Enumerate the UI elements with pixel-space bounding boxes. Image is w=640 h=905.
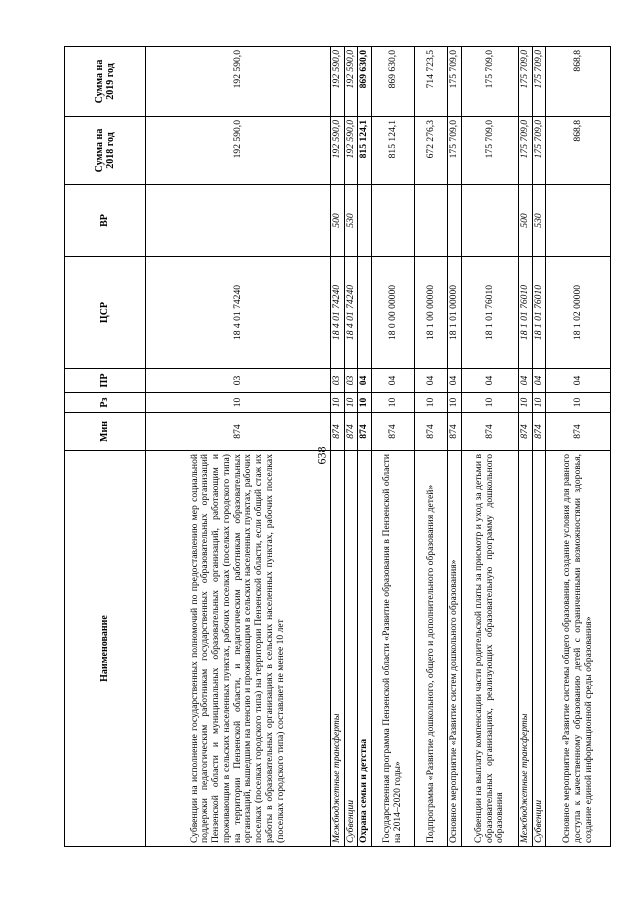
cell-csr: 18 4 01 74240 — [331, 257, 345, 369]
cell-sum-2018: 175 709,0 — [461, 117, 518, 185]
cell-pr: 04 — [358, 369, 372, 393]
cell-csr: 18 1 01 76010 — [532, 257, 546, 369]
table-row — [372, 47, 415, 847]
cell-min: 874 — [518, 413, 532, 451]
cell-sum-2018: 192 590,0 — [331, 117, 345, 185]
table-row — [532, 47, 546, 847]
cell-name: Субвенции на исполнение государственных полномочий по предоставлению мер социальной поддержки педагогическим работникам государственных образовательных организаций Пензенской области и муниципальных образовательных организаций, работающим и проживающим в сельских населенных пунктах, рабочих поселках (поселках городского типа) на территории Пензенской области, и педагогическим работникам образовательных организаций, вышедшим на пенсию и проживающим в сельских населенных пунктах, рабочих поселках (поселках городского типа) на территории Пензенской области, если общий стаж их работы в образовательных организациях в сельских населенных пунктах, рабочих поселках (поселках городского типа) составляет не менее 10 лет — [146, 451, 331, 847]
cell-name: Основное мероприятие «Развитие систем дошкольного образования» — [448, 451, 462, 847]
cell-pr: 04 — [372, 369, 415, 393]
cell-rz: 10 — [372, 393, 415, 413]
cell-sum-2018: 815 124,1 — [372, 117, 415, 185]
cell-vr: 530 — [344, 185, 358, 257]
cell-min: 874 — [532, 413, 546, 451]
cell-csr: 18 4 01 74240 — [146, 257, 331, 369]
cell-rz: 10 — [532, 393, 546, 413]
header-pr: ПР — [65, 369, 146, 393]
table-row — [331, 47, 345, 847]
cell-vr — [461, 185, 518, 257]
cell-pr: 04 — [415, 369, 448, 393]
header-rz: Рз — [65, 393, 146, 413]
cell-csr: 18 1 01 76010 — [518, 257, 532, 369]
cell-vr — [448, 185, 462, 257]
table-header-row — [65, 47, 146, 847]
cell-rz: 10 — [331, 393, 345, 413]
cell-min: 874 — [358, 413, 372, 451]
table-row — [448, 47, 462, 847]
cell-csr: 18 1 01 76010 — [461, 257, 518, 369]
cell-sum-2019: 868,8 — [546, 47, 611, 117]
cell-rz: 10 — [518, 393, 532, 413]
cell-sum-2019: 869 630,0 — [358, 47, 372, 117]
cell-vr: 500 — [331, 185, 345, 257]
cell-rz: 10 — [358, 393, 372, 413]
cell-vr — [358, 185, 372, 257]
cell-min: 874 — [146, 413, 331, 451]
header-min: Мин — [65, 413, 146, 451]
cell-min: 874 — [448, 413, 462, 451]
budget-table — [64, 46, 611, 847]
cell-pr: 04 — [532, 369, 546, 393]
cell-sum-2018: 672 276,3 — [415, 117, 448, 185]
cell-sum-2019: 869 630,0 — [372, 47, 415, 117]
cell-sum-2018: 175 709,0 — [518, 117, 532, 185]
cell-rz: 10 — [415, 393, 448, 413]
cell-pr: 04 — [448, 369, 462, 393]
cell-csr — [358, 257, 372, 369]
table-row — [146, 47, 331, 847]
header-vr: ВР — [65, 185, 146, 257]
table-row — [461, 47, 518, 847]
cell-sum-2018: 175 709,0 — [448, 117, 462, 185]
cell-sum-2018: 192 590,0 — [146, 117, 331, 185]
cell-min: 874 — [372, 413, 415, 451]
page-number: 638 — [314, 446, 329, 465]
header-sum-2018: Сумма на 2018 год — [65, 117, 146, 185]
cell-pr: 04 — [461, 369, 518, 393]
header-csr: ЦСР — [65, 257, 146, 369]
cell-min: 874 — [415, 413, 448, 451]
cell-csr: 18 1 01 00000 — [448, 257, 462, 369]
cell-rz: 10 — [344, 393, 358, 413]
table-row — [358, 47, 372, 847]
cell-sum-2019: 714 723,5 — [415, 47, 448, 117]
cell-rz: 10 — [146, 393, 331, 413]
cell-csr: 18 0 00 00000 — [372, 257, 415, 369]
cell-min: 874 — [546, 413, 611, 451]
cell-rz: 10 — [461, 393, 518, 413]
cell-vr — [546, 185, 611, 257]
cell-vr — [372, 185, 415, 257]
cell-vr: 500 — [518, 185, 532, 257]
cell-sum-2018: 815 124,1 — [358, 117, 372, 185]
cell-min: 874 — [344, 413, 358, 451]
cell-name: Подпрограмма «Развитие дошкольного, общего и дополнительного образования детей» — [415, 451, 448, 847]
cell-min: 874 — [331, 413, 345, 451]
cell-pr: 03 — [344, 369, 358, 393]
cell-sum-2018: 175 709,0 — [532, 117, 546, 185]
cell-vr — [146, 185, 331, 257]
cell-rz: 10 — [546, 393, 611, 413]
cell-pr: 04 — [518, 369, 532, 393]
cell-min: 874 — [461, 413, 518, 451]
cell-csr: 18 1 00 00000 — [415, 257, 448, 369]
table-row — [546, 47, 611, 847]
table-row — [415, 47, 448, 847]
cell-name: Субвенции на выплату компенсации части родительской платы за присмотр и уход за детьми в образовательных организациях, реализующих образовательную программу дошкольного образования — [461, 451, 518, 847]
table-row — [518, 47, 532, 847]
cell-name: Охрана семьи и детства — [358, 451, 372, 847]
cell-name: Основное мероприятие «Развитие системы общего образования, создание условия для равного доступа к качественному образованию детей с ограниченными возможностями здоровья, создание единой информационной среды образования» — [546, 451, 611, 847]
cell-sum-2018: 868,8 — [546, 117, 611, 185]
cell-sum-2019: 175 709,0 — [461, 47, 518, 117]
header-sum-2019: Сумма на 2019 год — [65, 47, 146, 117]
cell-name: Межбюджетные трансферты — [331, 451, 345, 847]
cell-sum-2019: 192 590,0 — [344, 47, 358, 117]
cell-csr: 18 1 02 00000 — [546, 257, 611, 369]
cell-pr: 03 — [331, 369, 345, 393]
cell-pr: 04 — [546, 369, 611, 393]
cell-name: Межбюджетные трансферты — [518, 451, 532, 847]
cell-sum-2019: 192 590,0 — [331, 47, 345, 117]
cell-sum-2019: 175 709,0 — [518, 47, 532, 117]
cell-sum-2019: 192 590,0 — [146, 47, 331, 117]
cell-pr: 03 — [146, 369, 331, 393]
cell-sum-2018: 192 590,0 — [344, 117, 358, 185]
cell-sum-2019: 175 709,0 — [532, 47, 546, 117]
table-row — [344, 47, 358, 847]
cell-sum-2019: 175 709,0 — [448, 47, 462, 117]
cell-csr: 18 4 01 74240 — [344, 257, 358, 369]
header-name: Наименование — [65, 451, 146, 847]
cell-name: Субвенции — [344, 451, 358, 847]
cell-name: Субвенции — [532, 451, 546, 847]
cell-vr — [415, 185, 448, 257]
budget-table-container — [64, 47, 594, 847]
cell-rz: 10 — [448, 393, 462, 413]
cell-name: Государственная программа Пензенской области «Развитие образования в Пензенской области на 2014–2020 годы» — [372, 451, 415, 847]
cell-vr: 530 — [532, 185, 546, 257]
